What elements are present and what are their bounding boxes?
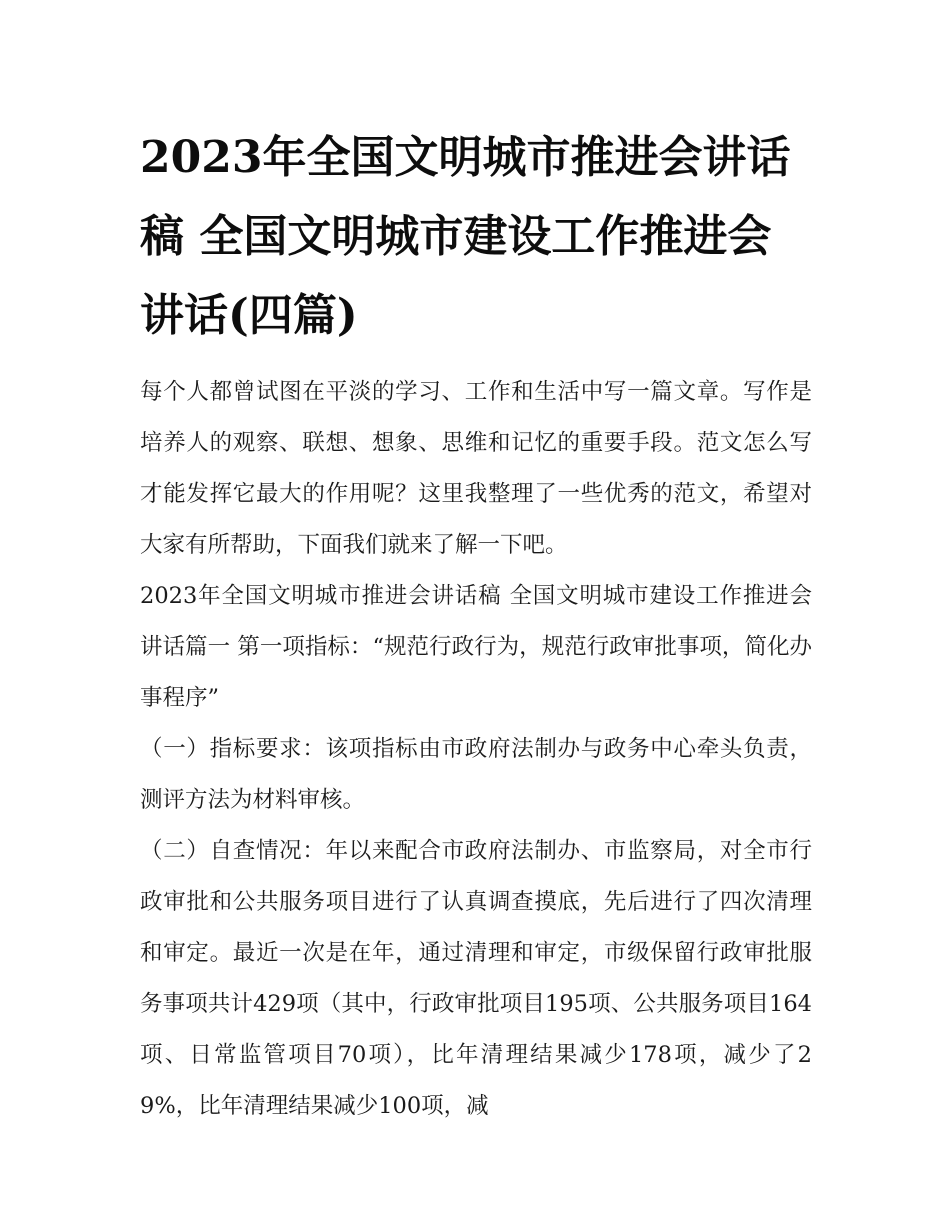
intro-paragraph: 每个人都曾试图在平淡的学习、工作和生活中写一篇文章。写作是培养人的观察、联想、想象、思维和记忆的重要手段。范文怎么写才能发挥它最大的作用呢？这里我整理了一些优秀的范文，希望对大家有所帮助，下面我们就来了解一下吧。 xyxy=(140,379,812,558)
document-title: 2023年全国文明城市推进会讲话稿 全国文明城市建设工作推进会 讲话(四篇) xyxy=(140,132,791,341)
self-check-paragraph: （二）自查情况：年以来配合市政府法制办、市监察局，对全市行政审批和公共服务项目进行了认真调查摸底，先后进行了四次清理和审定。最近一次是在年，通过清理和审定，市级保留行政审批服务事项共计429项（其中，行政审批项目195项、公共服务项目164项、日常监管项目70项），比年清理结果减少178项，减少了29%，比年清理结果减少100项，减 xyxy=(140,838,812,1119)
indicator-requirement-paragraph: （一）指标要求：该项指标由市政府法制办与政务中心牵头负责，测评方法为材料审核。 xyxy=(140,736,812,813)
document-content xyxy=(140,118,812,1132)
section-heading: 2023年全国文明城市推进会讲话稿 全国文明城市建设工作推进会 讲话篇一 第一项指标：“规范行政行为，规范行政审批事项，简化办事程序” xyxy=(140,583,812,711)
